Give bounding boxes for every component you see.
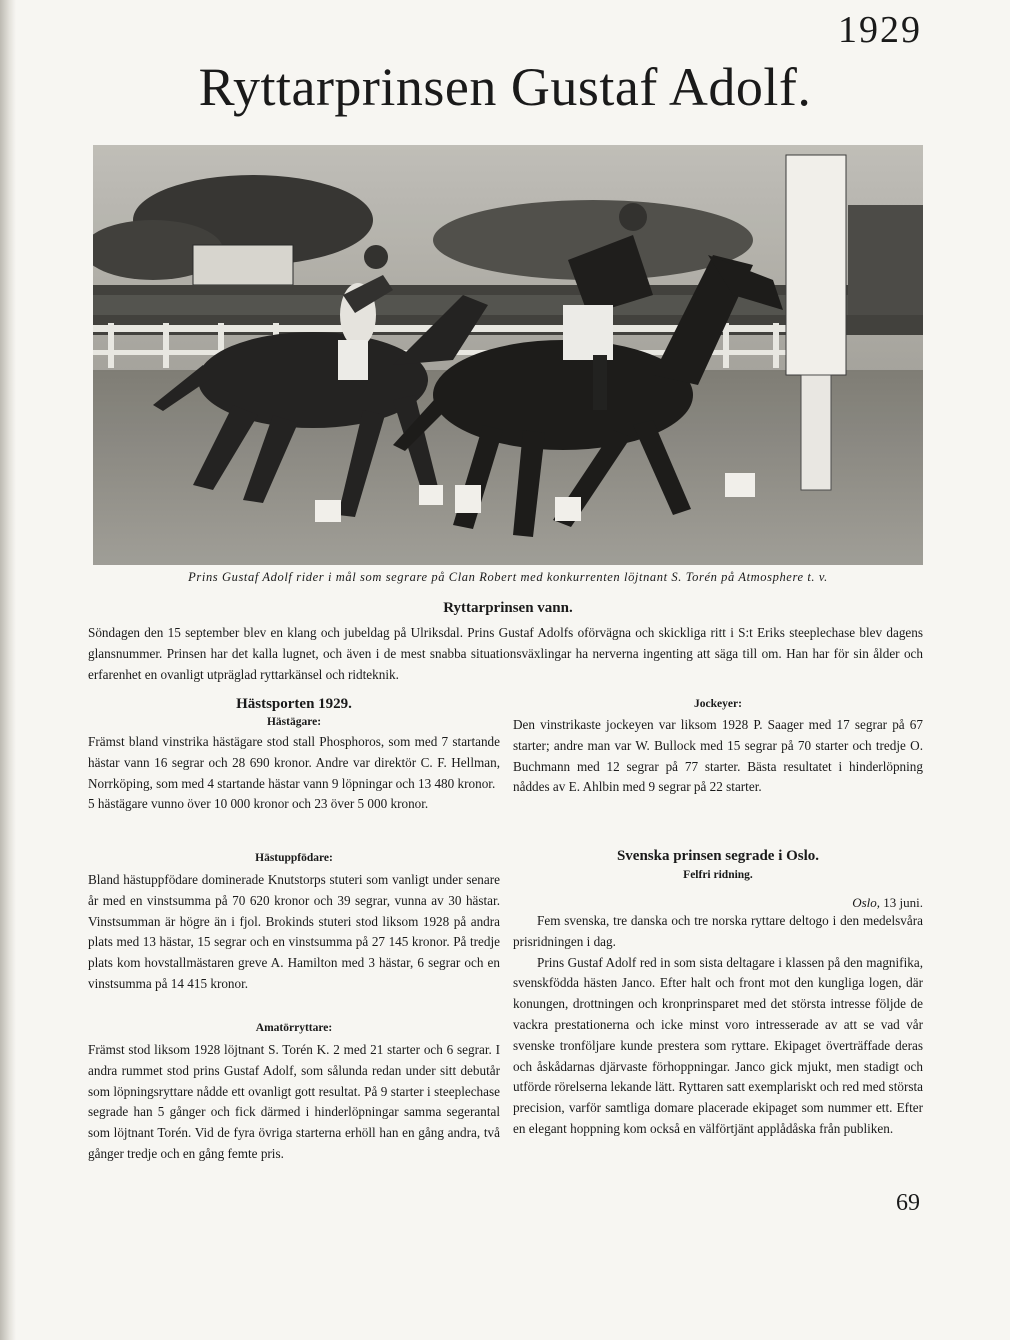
book-binding-shadow — [0, 0, 16, 1340]
subheading-hastuppfodare: Hästuppfödare: — [255, 852, 333, 864]
dateline-date: 13 juni. — [883, 895, 923, 910]
owners-summary: 5 hästägare vunno över 10 000 kronor och 23 över 5 000 kronor. — [88, 796, 429, 812]
jockeys-paragraph: Den vinstrikaste jockeyen var liksom 1928 P. Saager med 17 segrar på 67 starter; andre man var W. Bullock med 15 segrar på 70 starter och tredje O. Buchmann med 12 segrar på 77 starter. Bästa resultatet i hinderlöpning nåddes av E. Ahlbin med 9 segrar på 22 starter. — [513, 717, 923, 795]
page-title: Ryttarprinsen Gustaf Adolf. — [198, 57, 812, 117]
page-number: 69 — [896, 1190, 920, 1216]
race-photograph — [93, 145, 923, 565]
photo-caption: Prins Gustaf Adolf rider i mål som segrare på Clan Robert med konkurrenten löjtnant S. Torén på Atmosphere t. v. — [188, 570, 828, 584]
oslo-dateline — [513, 895, 923, 911]
oslo-article-heading: Svenska prinsen segrade i Oslo. — [616, 848, 820, 864]
subheading-amatorryttare: Amatörryttare: — [255, 1022, 333, 1034]
section-heading-hastsporten: Hästsporten 1929. — [236, 696, 352, 712]
oslo-paragraph-2: Prins Gustaf Adolf red in som sista deltagare i klassen på den magnifika, svenskfödda hästen Janco. Efter halt och front mot den kungliga logen, där konungen, drottningen och kronprinsparet med det största intresse följde de vackra prestationerna och icke minst voro intresserade av att se vad vår svenske tronföljare kunde prestera som ryttare. Ekipaget överträffade deras och åskådarnas djärvaste förhoppningar. Janco gick mjukt, men stadigt och utförde rörelserna lekande lätt. Ryttaren satt exemplariskt och red med största precision, varför samtliga domare placerade ekipaget som nummer ett. Efter en elegant hoppning kom också en välförtjänt applådåska från publiken. — [513, 954, 923, 1136]
page-year: 1929 — [838, 9, 922, 51]
subheading-hastagare: Hästägare: — [266, 716, 322, 728]
subheading-jockeyer: Jockeyer: — [694, 698, 742, 710]
dateline-place: Oslo, — [852, 895, 881, 910]
oslo-article-subheading: Felfri ridning. — [683, 869, 753, 881]
breeders-paragraph: Bland hästuppfödare dominerade Knutstorps stuteri som vanligt under senare år med en vinstsumma på 70 620 kronor och 39 segrar, vunna av 30 hästar. Vinstsumman är högre än i fjol. Brokinds stuteri stod liksom 1928 på andra plats med 13 hästar, 15 segrar och en vinstsumma på 27 145 kronor. På tredje plats kom hovstallmästaren greve A. Hamilton med 3 hästar, 6 segrar och en vinstsumma på 14 415 kronor. — [88, 872, 500, 991]
right-column-jockeys — [513, 698, 923, 798]
horse-race-illustration — [93, 145, 923, 565]
owners-paragraph: Främst bland vinstrika hästägare stod stall Phosphoros, som med 7 startande hästar vann 16 segrar och 28 690 kronor. Andre var direktör C. F. Hellman, Norrköping, som med 4 startande hästar vann 9 löpningar och 13 480 kronor. — [88, 734, 500, 791]
intro-heading: Ryttarprinsen vann. — [443, 600, 573, 616]
right-column-oslo — [513, 848, 923, 1140]
left-column-amateurs — [88, 1022, 500, 1165]
left-column-breeders — [88, 852, 500, 995]
oslo-paragraph-1: Fem svenska, tre danska och tre norska ryttare deltogo i den medelsvåra prisridningen i dag. — [513, 913, 923, 949]
intro-paragraph: Söndagen den 15 september blev en klang och jubeldag på Ulriksdal. Prins Gustaf Adolfs oförvägna och skickliga ritt i S:t Eriks steeplechase blev dagens glansnummer. Prinsen har det kalla lugnet, och även i de mest snabba situationsväxlingar ha nerverna ingenting att säga till om. Han har för sin ålder och erfarenhet en ovanligt utpräglad ryttarkänsel och ridteknik. — [88, 625, 923, 682]
amateurs-paragraph: Främst stod liksom 1928 löjtnant S. Torén K. 2 med 21 starter och 6 segrar. I andra rummet stod prins Gustaf Adolf, som sålunda redan under sitt debutår som löpningsryttare nådde ett ovanligt gott resultat. På 9 starter i steeplechase segrade han 5 gånger och fick därmed i hinderlöpningar samma segerantal som löjtnant Torén. Vid de fyra övriga starterna erhöll han en gång andra, två gånger tredje och en gång femte pris. — [88, 1042, 500, 1161]
left-column — [88, 696, 500, 815]
